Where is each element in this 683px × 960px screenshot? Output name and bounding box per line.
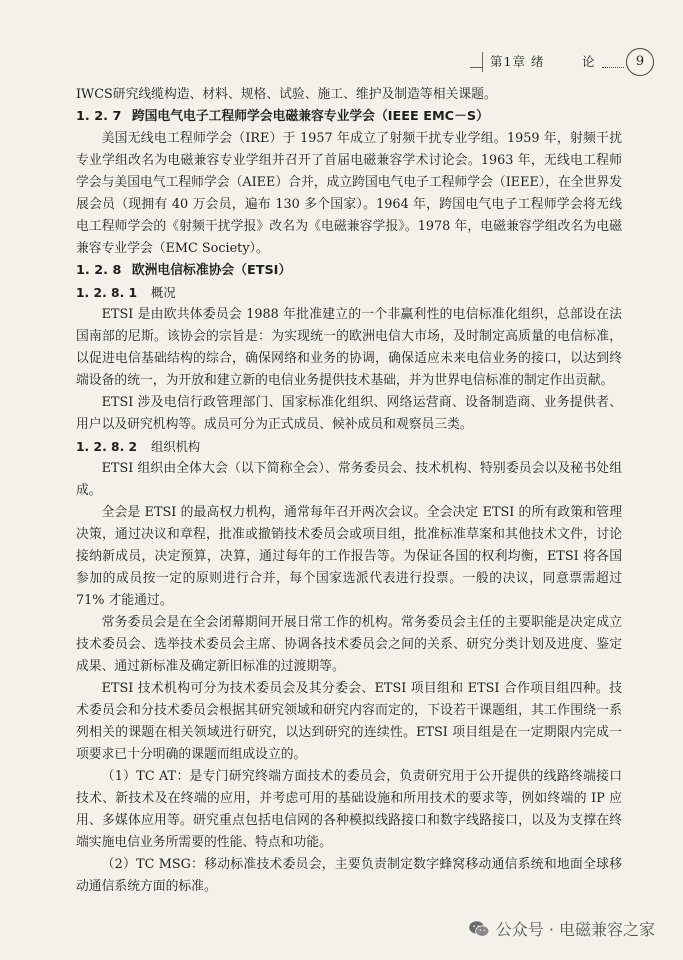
subsection-number: 1. 2. 8. 2 <box>76 440 138 454</box>
paragraph: ETSI 组织由全体大会（以下简称全会）、常务委员会、技术机构、特别委员会以及秘书处组成。 <box>76 461 622 498</box>
subsection-heading-1-2-8-2 <box>76 436 622 458</box>
section-number: 1. 2. 7 <box>76 109 122 124</box>
list-item: （1）TC AT：是专门研究终端方面技术的委员会，负责研究用于公开提供的线路终端接口技术、新技术及在终端的应用，并考虑可用的基础设施和所用技术的要求等，例如终端的 IP 应用、多媒体应用等。研究重点包括电信网的各种模拟线路接口和数字线路接口，以及为支撑在终端实施电信业务所需要的性能、特点和功能。 <box>76 769 622 850</box>
subsection-title: 概况 <box>151 286 176 300</box>
header-rule <box>470 67 482 68</box>
paragraph: ETSI 技术机构可分为技术委员会及其分委会、ETSI 项目组和 ETSI 合作项目组四种。技术委员会和分技术委员会根据其研究领域和研究内容而定的，下设若干课题组，其工作围绕一系列相关的课题在相关领域进行研究，以达到研究的连续性。ETSI 项目组是在一定期限内完成一项要求已十分明确的课题而组成设立的。 <box>76 681 622 762</box>
wechat-icon <box>468 920 490 938</box>
section-number: 1. 2. 8 <box>76 263 122 278</box>
section-title: 跨国电气电子工程师学会电磁兼容专业学会（IEEE EMC－S） <box>131 109 489 124</box>
page-number: 9 <box>626 48 654 76</box>
page-body <box>76 84 622 898</box>
paragraph: 美国无线电工程师学会（IRE）于 1957 年成立了射频干扰专业学组。1959 年，射频干扰专业学组改名为电磁兼容专业学组并召开了首届电磁兼容学术讨论会。1963 年，无线电工程师学会与美国电气工程师学会（AIEE）合并，成立跨国电气电子工程师学会（IEEE），在全世界发展会员（现拥有 40 万会员，遍布 130 多个国家）。1964 年，跨国电气电子工程师学会将无线电工程师学会的《射频干扰学报》改名为《电磁兼容学报》。1978 年，电磁兼容学组改名为电磁兼容专业学会（EMC Society）。 <box>76 131 622 256</box>
chapter-title-suffix: 论 <box>582 54 595 69</box>
section-title: 欧洲电信标准协会（ETSI） <box>131 263 292 278</box>
header-dotted-leader <box>602 67 624 68</box>
paragraph: 全会是 ETSI 的最高权力机构，通常每年召开两次会议。全会决定 ETSI 的所有政策和管理决策，通过决议和章程，批准或撤销技术委员会或项目组，批准标准草案和其他技术文件，讨论接纳新成员，决定预算，决算，通过每年的工作报告等。为保证各国的权利均衡，ETSI 将各国参加的成员按一定的原则进行合并，每个国家选派代表进行投票。一般的决议，同意票需超过 71% 才能通过。 <box>76 505 622 608</box>
section-heading-1-2-8 <box>76 260 622 282</box>
subsection-heading-1-2-8-1 <box>76 282 622 304</box>
watermark <box>468 917 655 940</box>
running-header <box>470 44 670 78</box>
subsection-number: 1. 2. 8. 1 <box>76 286 138 300</box>
subsection-title: 组织机构 <box>151 440 201 454</box>
paragraph: ETSI 是由欧共体委员会 1988 年批准建立的一个非赢利性的电信标准化组织，总部设在法国南部的尼斯。该协会的宗旨是：为实现统一的欧洲电信大市场，及时制定高质量的电信标准，以促进电信基础结构的综合，确保网络和业务的协调，确保适应未来电信业务的接口，以达到终端设备的统一，为开放和建立新的电信业务提供技术基础，并为世界电信标准的制定作出贡献。 <box>76 307 622 388</box>
list-item: （2）TC MSG：移动标准技术委员会，主要负责制定数字蜂窝移动通信系统和地面全球移动通信系统方面的标准。 <box>76 857 622 894</box>
watermark-text: 公众号 · 电磁兼容之家 <box>495 920 655 939</box>
header-divider <box>482 52 483 72</box>
paragraph: 常务委员会是在全会闭幕期间开展日常工作的机构。常务委员会主任的主要职能是决定成立技术委员会、选举技术委员会主席、协调各技术委员会之间的关系、研究分类计划及进度、鉴定成果、通过新标准及确定新旧标准的过渡期等。 <box>76 615 622 674</box>
chapter-label: 第1章 绪 <box>490 54 545 69</box>
section-heading-1-2-7 <box>76 106 622 128</box>
paragraph: ETSI 涉及电信行政管理部门、国家标准化组织、网络运营商、设备制造商、业务提供者、用户以及研究机构等。成员可分为正式成员、候补成员和观察员三类。 <box>76 395 622 432</box>
intro-line: IWCS研究线缆构造、材料、规格、试验、施工、维护及制造等相关课题。 <box>76 87 497 102</box>
